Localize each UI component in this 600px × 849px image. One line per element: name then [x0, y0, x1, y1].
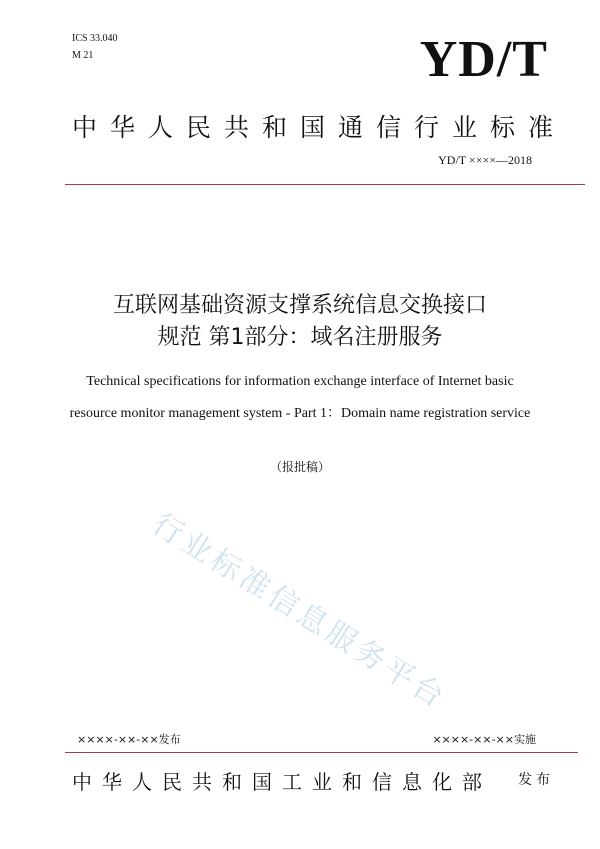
document-title-en	[0, 366, 600, 430]
publisher: 中华人民共和国工业和信息化部	[72, 770, 492, 794]
title-cn-line: 互联网基础资源支撑系统信息交换接口	[112, 293, 487, 318]
title-en-line: Technical specifications for information exchange interface of Internet basic	[86, 374, 514, 389]
bottom-divider	[65, 752, 578, 753]
document-title-cn	[0, 290, 600, 354]
release-date: ××××-××-××发布	[77, 733, 181, 746]
standard-category-title: 中华人民共和国通信行业标准	[72, 113, 567, 142]
standard-logo: YD/T	[419, 31, 548, 88]
classification-codes	[72, 30, 118, 64]
watermark: 行业标准信息服务平台	[145, 506, 453, 717]
title-en-line: resource monitor management system - Part 1：Domain name registration service	[69, 406, 531, 421]
ccs-code: M 21	[72, 50, 94, 61]
ics-code: ICS 33.040	[72, 33, 118, 44]
top-divider	[65, 184, 585, 185]
title-cn-line: 规范 第1部分：域名注册服务	[157, 325, 443, 350]
standard-number: YD/T ××××—2018	[438, 153, 532, 167]
publish-label: 发布	[518, 772, 554, 788]
draft-status: （报批稿）	[269, 460, 330, 474]
implement-date: ××××-××-××实施	[432, 733, 536, 746]
